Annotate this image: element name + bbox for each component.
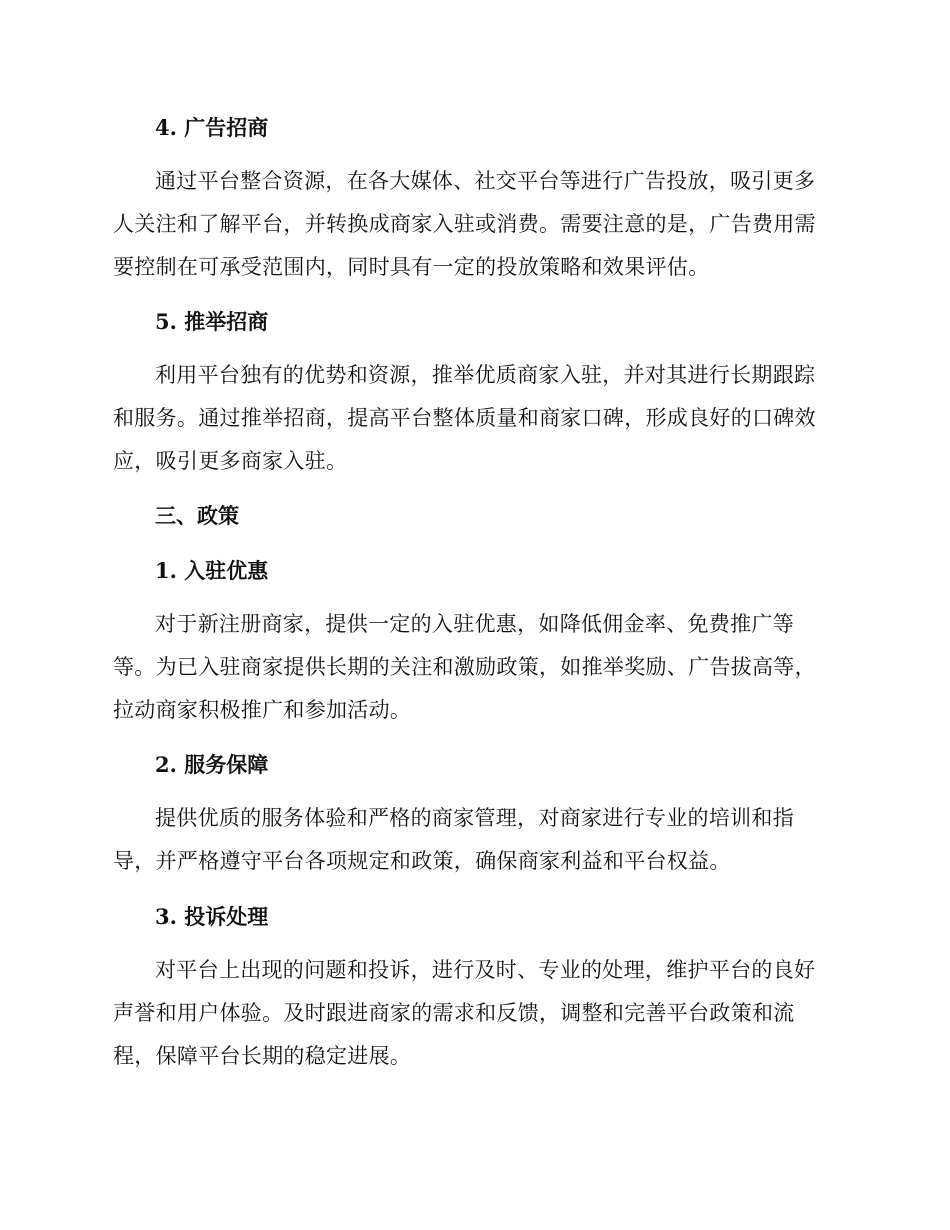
paragraph-referral-investment: [113, 354, 833, 483]
paragraph-line: 声誉和用户体验。及时跟进商家的需求和反馈，调整和完善平台政策和流: [113, 1001, 795, 1025]
heading-service-guarantee: 2. 服务保障: [155, 752, 269, 777]
paragraph-line: 通过平台整合资源，在各大媒体、社交平台等进行广告投放，吸引更多: [155, 169, 816, 193]
paragraph-line: 要控制在可承受范围内，同时具有一定的投放策略和效果评估。: [113, 255, 710, 279]
paragraph-line: 等。为已入驻商家提供长期的关注和激励政策，如推举奖励、广告拔高等，: [113, 655, 816, 679]
heading-onboarding-discount: 1. 入驻优惠: [155, 558, 269, 583]
paragraph-line: 利用平台独有的优势和资源，推举优质商家入驻，并对其进行长期跟踪: [155, 363, 816, 387]
paragraph-complaint-handling: [113, 949, 833, 1078]
paragraph-line: 应，吸引更多商家入驻。: [113, 449, 348, 473]
paragraph-line: 对于新注册商家，提供一定的入驻优惠，如降低佣金率、免费推广等: [155, 612, 794, 636]
heading-complaint-handling: 3. 投诉处理: [155, 904, 269, 929]
heading-referral-investment: 5. 推举招商: [155, 309, 269, 334]
paragraph-line: 对平台上出现的问题和投诉，进行及时、专业的处理，维护平台的良好: [155, 958, 816, 982]
paragraph-line: 拉动商家积极推广和参加活动。: [113, 698, 412, 722]
paragraph-service-guarantee: [113, 797, 833, 883]
paragraph-line: 程，保障平台长期的稳定进展。: [113, 1044, 412, 1068]
paragraph-line: 提供优质的服务体验和严格的商家管理，对商家进行专业的培训和指: [155, 806, 794, 830]
heading-ad-investment: 4. 广告招商: [155, 115, 269, 140]
paragraph-ad-investment: [113, 160, 833, 289]
paragraph-line: 人关注和了解平台，并转换成商家入驻或消费。需要注意的是，广告费用需: [113, 212, 816, 236]
paragraph-line: 和服务。通过推举招商，提高平台整体质量和商家口碑，形成良好的口碑效: [113, 406, 816, 430]
paragraph-onboarding-discount: [113, 603, 833, 732]
heading-policy-section: 三、政策: [155, 503, 239, 528]
paragraph-line: 导，并严格遵守平台各项规定和政策，确保商家利益和平台权益。: [113, 849, 731, 873]
